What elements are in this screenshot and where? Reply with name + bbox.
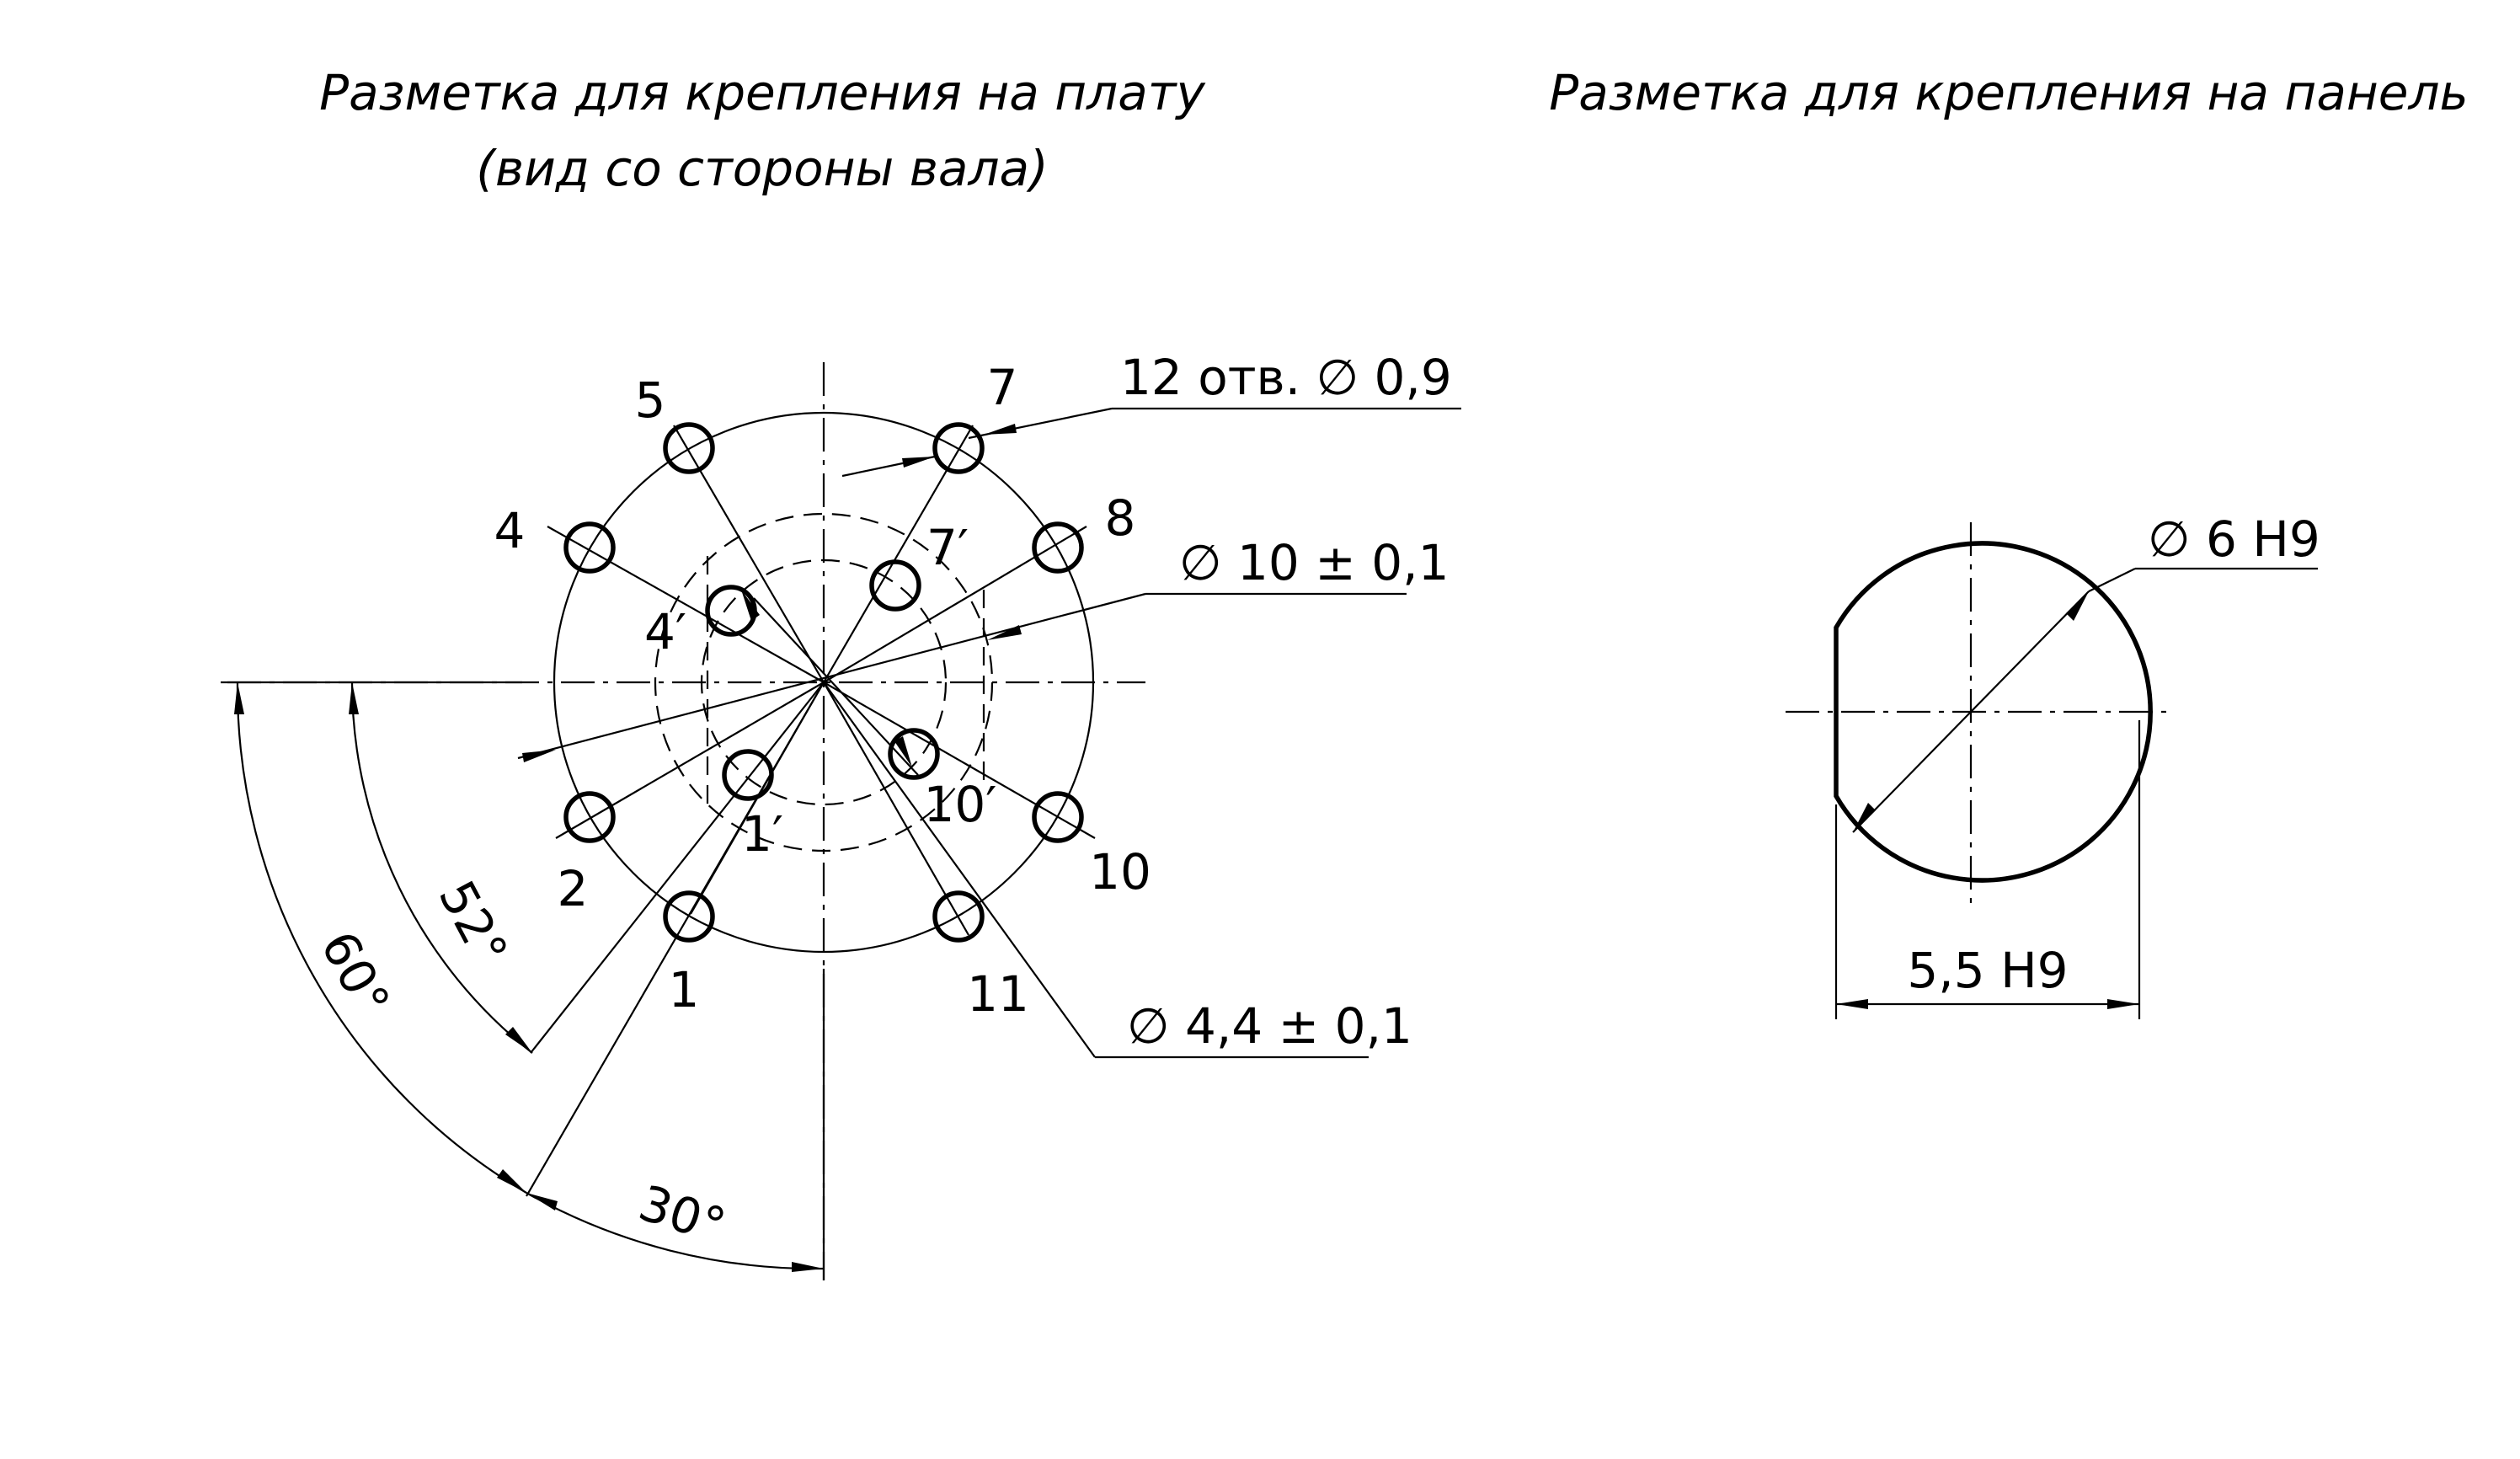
callout-dia6: ∅ 6 H9	[2148, 510, 2320, 568]
d-shaped-cutout	[1836, 543, 2150, 880]
callout-dia44: ∅ 4,4 ± 0,1	[1127, 997, 1412, 1055]
arrow-holes-right	[984, 424, 1017, 435]
angle-52: 52°	[427, 871, 519, 975]
arrow-60-bottom	[497, 1169, 526, 1193]
label-hole-7-prime: 7′	[926, 519, 969, 576]
label-hole-4-prime: 4′	[643, 603, 687, 660]
callout-holes: 12 отв. ∅ 0,9	[1120, 349, 1452, 406]
ext-line-60	[526, 682, 824, 1196]
arrow-30-right	[792, 1262, 824, 1272]
leader-dia44-inner	[754, 598, 918, 775]
arrow-holes-left	[902, 457, 935, 468]
hole-4-prime	[707, 587, 755, 634]
label-hole-11: 11	[967, 965, 1029, 1023]
arrow-52-top	[349, 682, 359, 714]
title-panel: Разметка для крепления на панель	[1549, 64, 2469, 121]
callout-dia10: ∅ 10 ± 0,1	[1179, 534, 1450, 591]
board-layout-view	[221, 349, 1461, 1280]
arrow-flat-right	[2107, 999, 2139, 1009]
label-hole-4: 4	[494, 502, 526, 559]
radial-line-2	[556, 682, 824, 838]
leader-dia44	[824, 682, 1095, 1057]
arrow-60-top	[234, 682, 244, 714]
arrow-dia10-right	[987, 625, 1022, 640]
arrow-dia6-a	[1853, 803, 1876, 832]
label-hole-8: 8	[1104, 489, 1136, 547]
label-hole-1-prime: 1′	[740, 805, 784, 863]
arrow-30-left	[526, 1193, 558, 1210]
panel-layout-view	[1786, 510, 2320, 1019]
arrow-52-bottom	[505, 1027, 532, 1053]
arrow-dia10-left	[522, 750, 556, 762]
title-board-line2: (вид со стороны вала)	[476, 140, 1049, 197]
angle-30: 30°	[632, 1173, 733, 1256]
label-hole-10-prime: 10′	[923, 776, 997, 833]
arrow-flat-left	[1836, 999, 1868, 1009]
label-hole-2: 2	[557, 860, 589, 917]
angle-60: 60°	[309, 922, 401, 1026]
title-board-line1: Разметка для крепления на плату	[319, 64, 1205, 121]
arrow-dia6-b	[2066, 591, 2089, 621]
label-hole-10: 10	[1089, 843, 1151, 901]
label-hole-5: 5	[634, 371, 666, 429]
radial-line-5	[674, 425, 824, 682]
label-hole-7: 7	[986, 359, 1018, 416]
dim-leader-dia6	[2089, 569, 2135, 591]
callout-flat-width: 5,5 H9	[1907, 942, 2069, 999]
label-hole-1: 1	[668, 961, 700, 1018]
hole-7-prime	[872, 562, 919, 609]
leader-dia10	[518, 594, 1145, 758]
